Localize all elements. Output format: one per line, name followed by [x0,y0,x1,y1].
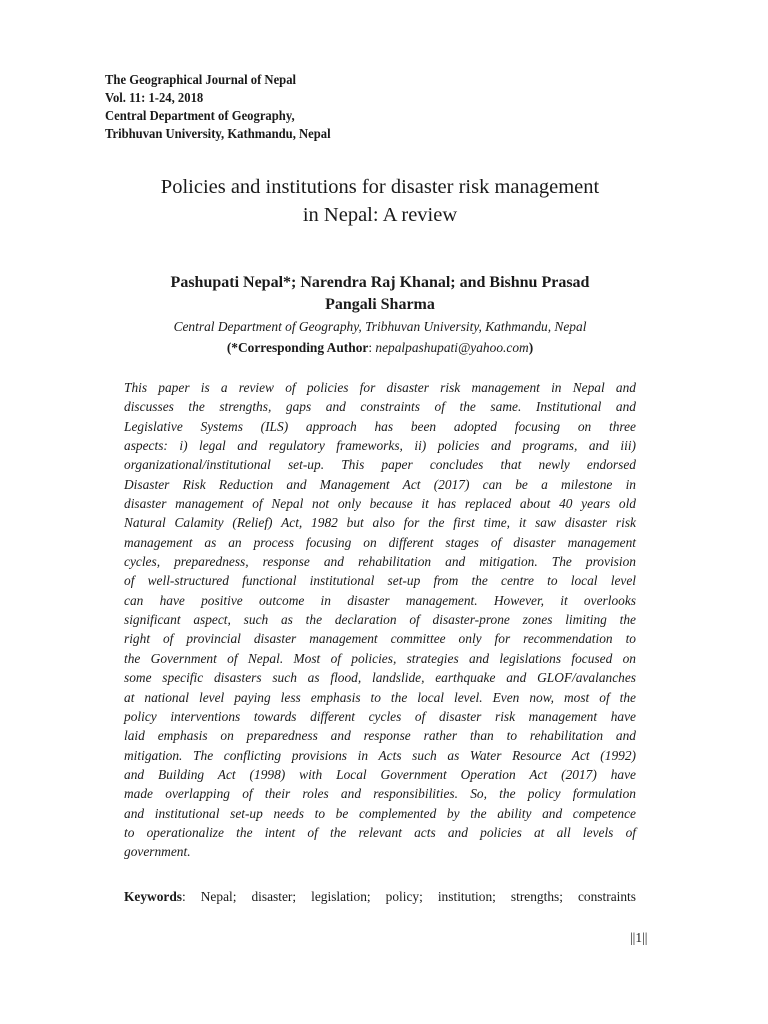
corresponding-author-label: *Corresponding Author [231,340,369,355]
abstract [124,378,636,862]
keywords-label: Keywords [124,889,183,904]
abstract-line: Disaster Risk Reduction and Management Act (2017) can be a milestone in [124,476,636,492]
abstract-line: Legislative Systems (ILS) approach has been adopted focusing on three [124,418,636,434]
corresponding-email-link[interactable]: nepalpashupati@yahoo.com [375,340,529,355]
page-number: ||1|| [630,930,648,945]
abstract-line: and institutional set-up needs to be complemented by the ability and competence [124,805,636,821]
abstract-line: and Building Act (1998) with Local Government Operation Act (2017) have [124,766,636,782]
abstract-line: cycles, preparedness, response and rehabilitation and mitigation. The provision [124,554,636,570]
journal-info [105,71,331,143]
abstract-line: made overlapping of their roles and responsibilities. So, the policy formulation [124,786,636,802]
abstract-line: discusses the strengths, gaps and constraints of the same. Institutional and [124,399,636,415]
abstract-line: significant aspect, such as the declaration of disaster-prone zones limiting the [124,612,636,628]
keywords [124,887,636,906]
paper-title [100,173,660,229]
abstract-line: to operationalize the intent of the relevant acts and policies at all levels of [124,824,636,840]
abstract-line: of well-structured functional institutional set-up from the centre to local level [124,573,636,589]
abstract-line: the Government of Nepal. Most of policies, strategies and legislations focused on [124,650,636,666]
author-line-2: Pangali Sharma [325,296,435,313]
journal-name: The Geographical Journal of Nepal [105,72,297,87]
abstract-line: mitigation. The conflicting provisions in Acts such as Water Resource Act (1992) [124,747,636,763]
paper-title-line-1: Policies and institutions for disaster risk management [160,176,600,198]
abstract-line: policy interventions towards different cycles of disaster risk management have [124,708,636,724]
abstract-line: management as an process focusing on different stages of disaster management [124,534,636,550]
author-affiliation: Central Department of Geography, Tribhuvan University, Kathmandu, Nepal [173,319,587,334]
abstract-line: laid emphasis on preparedness and response rather than to rehabilitation and [124,728,636,744]
paper-title-line-2: in Nepal: A review [302,204,458,226]
author-line-1: Pashupati Nepal*; Narendra Raj Khanal; and Bishnu Prasad [170,274,590,291]
abstract-line: aspects: i) legal and regulatory frameworks, ii) policies and programs, and iii) [124,438,636,454]
journal-volume: Vol. 11: 1-24, 2018 [105,90,204,105]
abstract-line: Natural Calamity (Relief) Act, 1982 but also for the first time, it saw disaster risk [124,515,636,531]
corresponding-colon: : [368,340,376,355]
author-list [100,272,660,316]
corresponding-close-paren: ) [528,340,534,355]
abstract-line: right of provincial disaster management committee only for recommendation to [124,631,636,647]
corresponding-author [100,338,660,358]
abstract-line: disaster management of Nepal not only because it has replaced about 40 years old [124,496,636,512]
abstract-line: government. [124,844,191,860]
abstract-line: at national level paying less emphasis to the local level. Even now, most of the [124,689,636,705]
journal-department: Central Department of Geography, [105,108,295,123]
abstract-line: organizational/institutional set-up. This paper concludes that newly endorsed [124,457,636,473]
corresponding-open-paren: ( [226,340,232,355]
abstract-line: can have positive outcome in disaster management. However, it overlooks [124,592,636,608]
abstract-line: some specific disasters such as flood, landslide, earthquake and GLOF/avalanches [124,670,636,686]
abstract-line: This paper is a review of policies for disaster risk management in Nepal and [124,380,636,395]
keywords-text: : Nepal; disaster; legislation; policy; institution; strengths; constraints [182,889,636,904]
journal-university: Tribhuvan University, Kathmandu, Nepal [105,126,331,141]
